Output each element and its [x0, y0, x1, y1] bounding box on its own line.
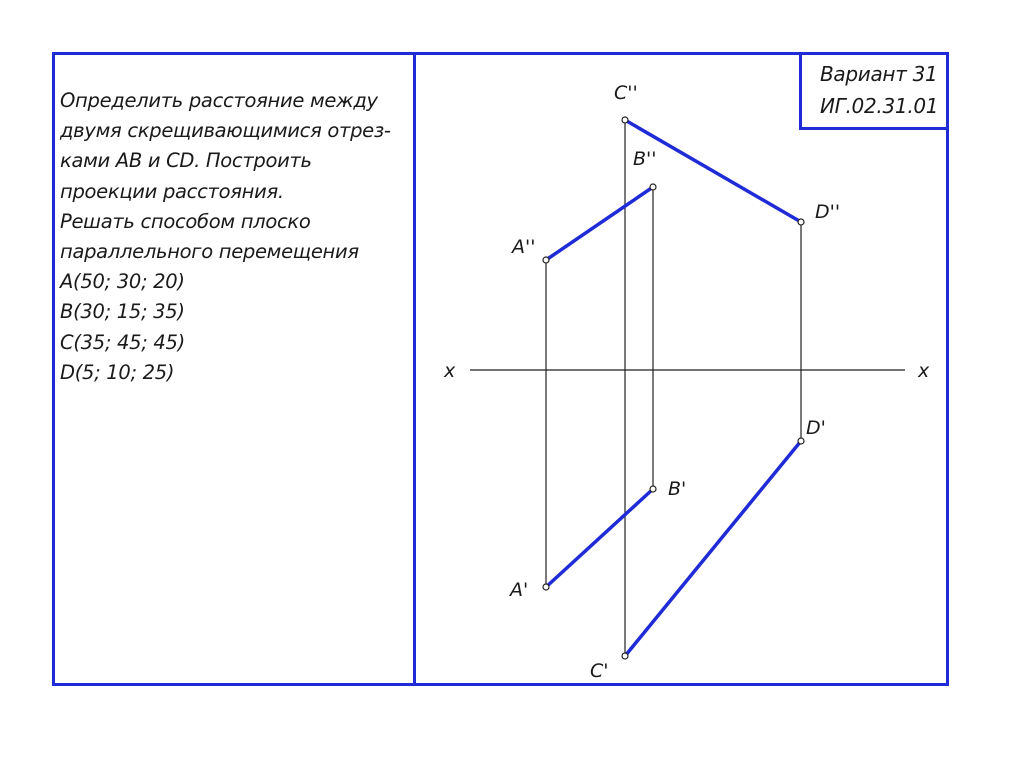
task-line: параллельного перемещения — [60, 240, 359, 264]
label-c1: C' — [590, 660, 609, 682]
point-a1 — [543, 584, 549, 590]
x-axis-label-right: x — [918, 360, 930, 382]
point-b2 — [650, 184, 656, 190]
coordinate-b: B(30; 15; 35) — [60, 300, 185, 324]
coordinate-d: D(5; 10; 25) — [60, 360, 175, 384]
point-c2 — [622, 117, 628, 123]
label-b1: B' — [668, 478, 687, 500]
label-d1: D' — [806, 417, 826, 439]
task-line: ками АВ и CD. Построить — [60, 149, 312, 173]
stamp-variant: Вариант 31 — [820, 62, 938, 86]
point-b1 — [650, 486, 656, 492]
point-a2 — [543, 257, 549, 263]
segment-ab-horizontal — [546, 489, 653, 587]
label-d2: D'' — [815, 201, 841, 223]
point-c1 — [622, 653, 628, 659]
segment-ab-frontal — [546, 187, 653, 260]
label-c2: C'' — [614, 82, 638, 104]
task-line: проекции расстояния. — [60, 179, 284, 203]
point-d2 — [798, 219, 804, 225]
point-d1 — [798, 438, 804, 444]
task-line: Определить расстояние между — [60, 89, 378, 112]
stamp-code: ИГ.02.31.01 — [820, 94, 939, 118]
coordinate-c: C(35; 45; 45) — [60, 330, 185, 354]
x-axis-label-left: x — [444, 360, 456, 382]
label-b2: B'' — [633, 148, 657, 170]
task-line: Решать способом плоско — [60, 209, 311, 233]
label-a1: A' — [510, 579, 529, 601]
task-line: двумя скрещивающимися отрез- — [60, 119, 391, 143]
label-a2: A'' — [512, 236, 536, 258]
segment-cd-horizontal — [625, 441, 801, 656]
coordinate-a: A(50; 30; 20) — [60, 270, 185, 294]
segment-cd-frontal — [625, 120, 801, 222]
